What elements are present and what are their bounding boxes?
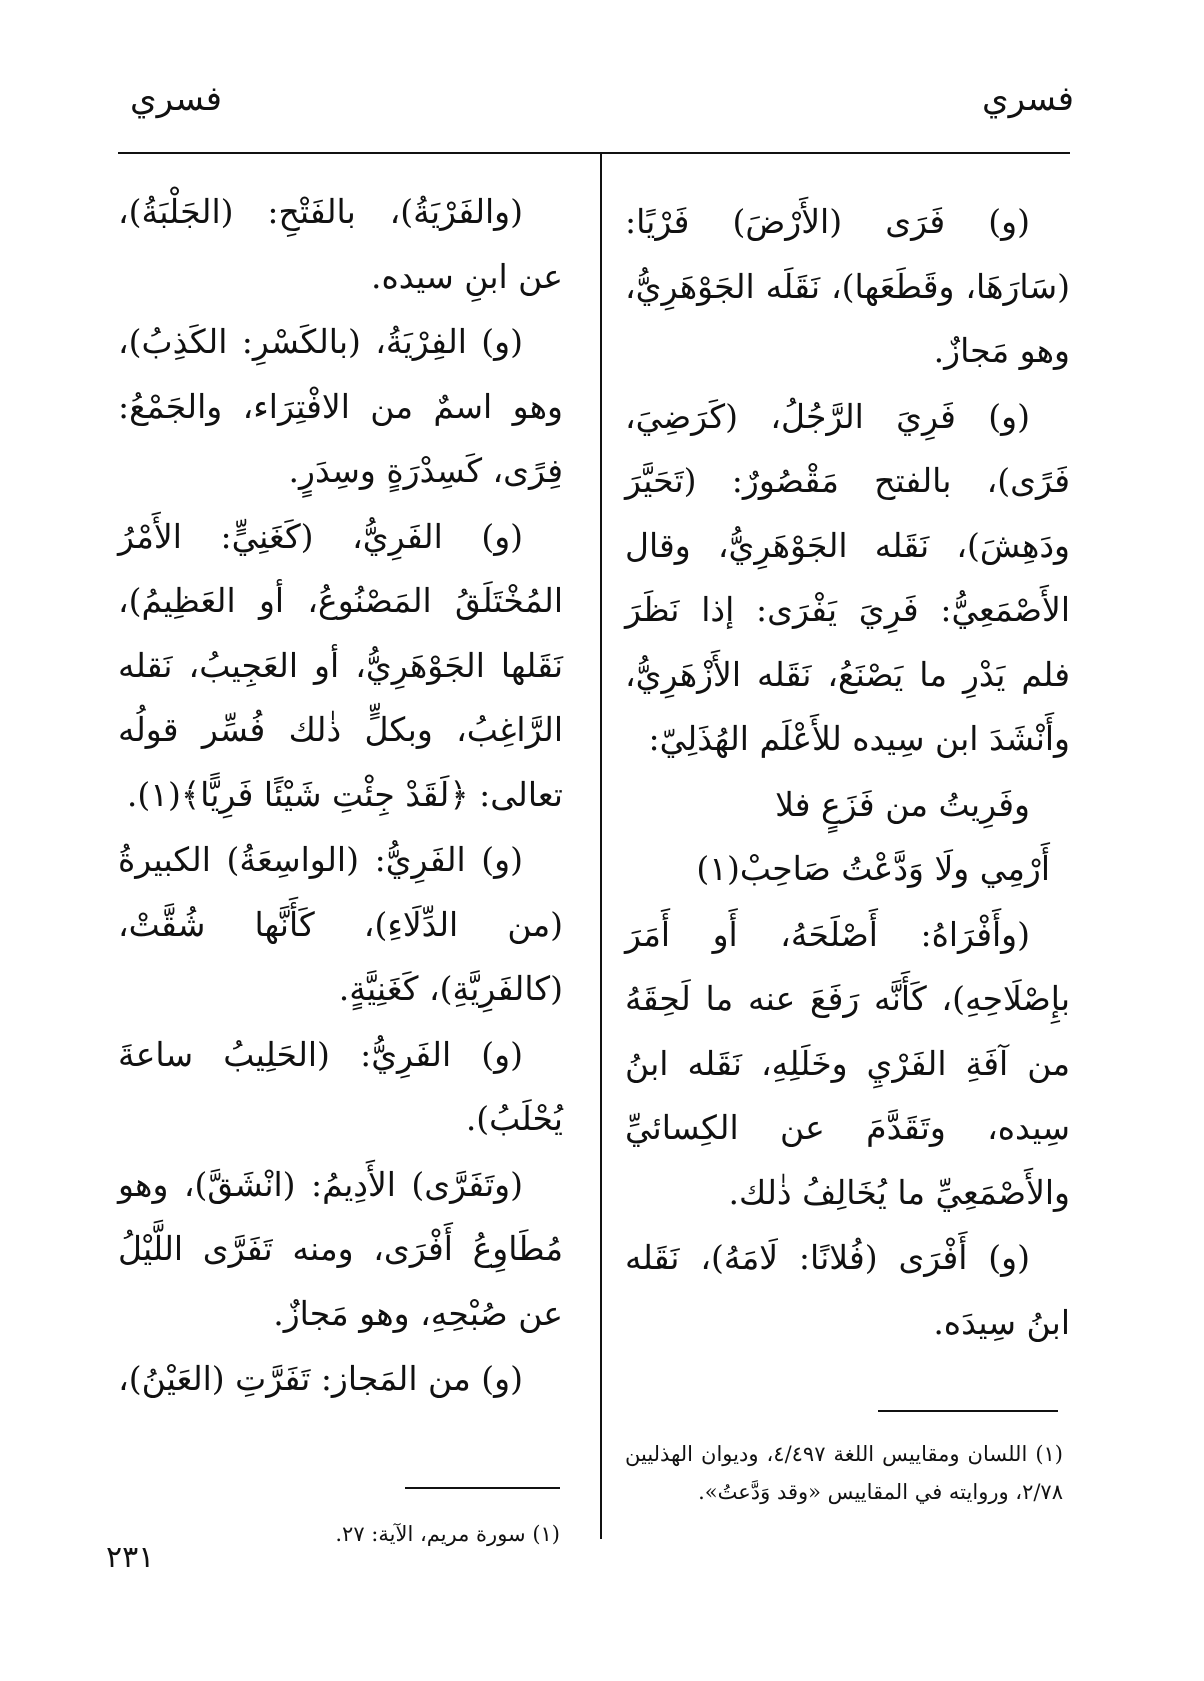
entry-paragraph: (و) الفِرْيَةُ، (بالكَسْرِ: الكَذِبُ)، وهو اسمٌ من الافْتِرَاء، والجَمْعُ: فِرًى، كَسِدْرَةٍ وسِدَرٍ. bbox=[118, 322, 563, 490]
entry-paragraph: (و) فَرِيَ الرَّجُلُ، (كَرَضِيَ، فَرًى)، بالفتح مَقْصُورٌ: (تَحَيَّرَ ودَهِشَ)، نَقَله الجَوْهَرِيُّ، وقال الأَصْمَعِيُّ: فَرِيَ يَفْرَى: إذا نَظَرَ فلم يَدْرِ ما يَصْنَعُ، نَقَله الأَزْهَرِيُّ، وأَنْشَدَ ابن سِيده للأَعْلَم الهُذَلِيّ: bbox=[625, 396, 1070, 758]
verse-block bbox=[625, 773, 1070, 902]
running-header-left: فسري bbox=[130, 79, 222, 119]
footnote-right: (١) اللسان ومقاييس اللغة ٤/٤٩٧، وديوان الهذليين ٢/٧٨، وروايته في المقاييس «وقد وَدَّعتُ». bbox=[625, 1442, 1063, 1504]
entry-paragraph: (وتَفَرَّى) الأَدِيمُ: (انْشَقَّ)، وهو مُطَاوِعُ أَفْرَى، ومنه تَفَرَّى اللَّيْلُ عن صُبْحِهِ، وهو مَجازٌ. bbox=[118, 1164, 563, 1333]
entry-paragraph: (و) أَفْرَى (فُلانًا: لَامَهُ)، نَقَله ابنُ سِيدَه. bbox=[625, 1238, 1070, 1342]
page-number: ٢٣١ bbox=[106, 1540, 155, 1575]
entry-paragraph: (و) الفَرِيُّ، (كَغَنِيٍّ: الأَمْرُ المُخْتَلَقُ المَصْنُوعُ، أو العَظِيمُ)، نَقَلها الجَوْهَرِيُّ، أو العَجِيبُ، نَقله الرَّاغِبُ، وبكلٍّ ذٰلك فُسِّر قولُه تعالى: ﴿لَقَدْ جِئْتِ شَيْئًا فَرِيًّا﴾(١). bbox=[118, 516, 563, 814]
entry-paragraph: (و) من المَجاز: تَفَرَّتِ (العَيْنُ)، bbox=[118, 1359, 523, 1398]
header-rule bbox=[118, 152, 1070, 154]
entry-paragraph: (و) الفَرِيُّ: (الواسِعَةُ) الكبيرةُ (من الدِّلَاءِ)، كَأَنَّها شُقَّتْ، (كالفَرِيَّةِ)، كَغَنِيَّةٍ. bbox=[118, 840, 563, 1008]
entry-paragraph: (و) الفَرِيُّ: (الحَلِيبُ ساعةَ يُحْلَبُ). bbox=[118, 1034, 563, 1138]
footnote-rule-right bbox=[878, 1410, 1058, 1412]
entry-paragraph: (و) فَرَى (الأَرْضَ) فَرْيًا: (سَارَهَا، وقَطَعَها)، نَقَلَه الجَوْهَرِيُّ، وهو مَجازٌ. bbox=[625, 202, 1070, 370]
footnote-left: (١) سورة مريم، الآية: ٢٧. bbox=[335, 1522, 560, 1546]
entry-paragraph: (وأَفْرَاهُ: أَصْلَحَهُ، أَو أَمَرَ بإِصْلَاحِهِ)، كَأَنَّه رَفَعَ عنه ما لَحِقَهُ من آفَةِ الفَرْيِ وخَلَلِهِ، نَقَله ابنُ سِيده، وتَقَدَّمَ عن الكِسائيِّ والأَصْمَعِيِّ ما يُخَالِفُ ذٰلك. bbox=[625, 914, 1070, 1212]
footnote-rule-left bbox=[405, 1487, 560, 1489]
running-header-right: فسري bbox=[982, 79, 1074, 119]
verse-line: أَرْمِي ولَا وَدَّعْتُ صَاحِبْ(١) bbox=[696, 849, 1050, 888]
verse-line: وفَرِيتُ من فَزَعٍ فلا bbox=[775, 784, 1030, 824]
right-column bbox=[625, 190, 1070, 1356]
entry-paragraph: (والفَرْيَةُ)، بالفَتْحِ: (الجَلْبَةُ)، عن ابنِ سيده. bbox=[118, 192, 563, 296]
column-divider bbox=[600, 154, 602, 1539]
left-column bbox=[118, 180, 563, 1413]
